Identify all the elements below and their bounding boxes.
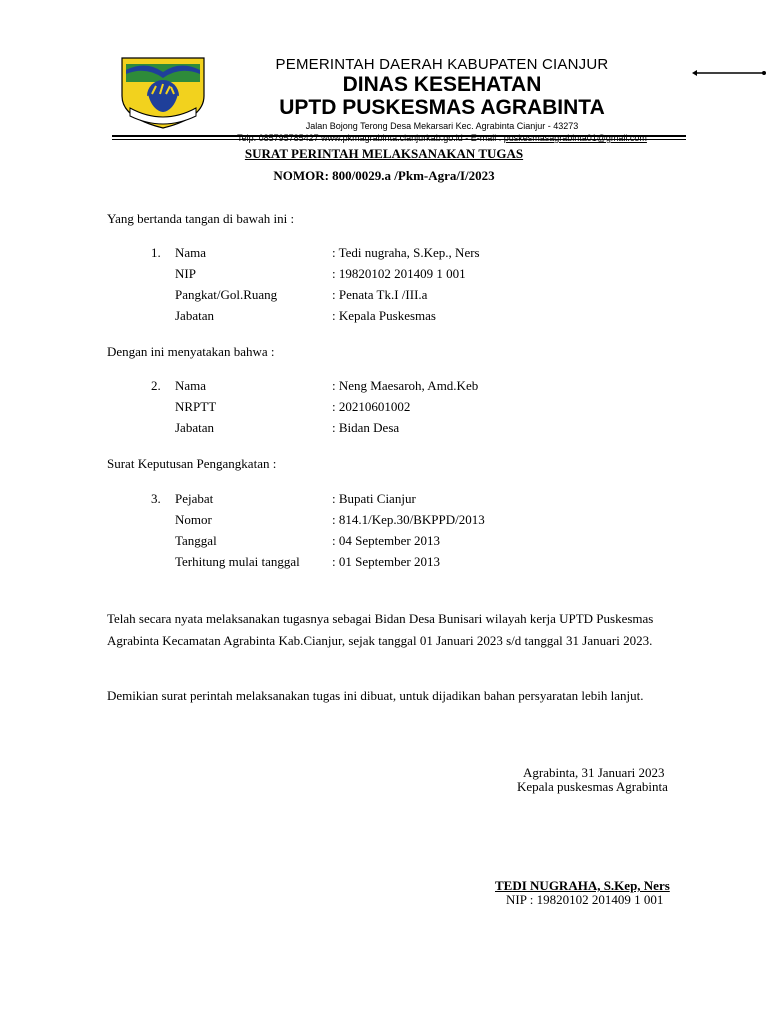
- signatory-nip: NIP : 19820102 201409 1 001: [506, 892, 664, 907]
- field-label: Jabatan: [175, 308, 214, 323]
- letterhead-thick-rule: [112, 135, 686, 137]
- field-label: Jabatan: [175, 420, 214, 435]
- field-value: : 04 September 2013: [332, 533, 440, 548]
- closing-paragraph: Demikian surat perintah melaksanakan tugas ini dibuat, untuk dijadikan bahan persyaratan lebih lanjut.: [107, 688, 644, 703]
- field-value: : Tedi nugraha, S.Kep., Ners: [332, 245, 480, 260]
- letterhead-government: PEMERINTAH DAERAH KABUPATEN CIANJUR: [275, 56, 609, 73]
- body-paragraph: Telah secara nyata melaksanakan tugasnya sebagai Bidan Desa Bunisari wilayah kerja UPTD Puskesmas Agrabinta Kecamatan Agrabinta Kab.Cianjur, sejak tanggal 01 Januari 2023 s/d tanggal 31 Januari 2023.: [107, 611, 654, 648]
- letter-number: NOMOR: 800/0029.a /Pkm-Agra/I/2023: [273, 168, 495, 183]
- letter-title: SURAT PERINTAH MELAKSANAKAN TUGAS: [244, 146, 524, 161]
- letterhead-phone-web: Telp. 085795785427 www.pkmagrabinta.cianjurkab.go.id - E-mail :: [237, 133, 504, 143]
- section-2-number: 2.: [151, 378, 161, 393]
- field-label: Nama: [175, 378, 207, 393]
- signatory-name: TEDI NUGRAHA, S.Kep, Ners: [495, 878, 670, 893]
- field-label: NIP: [175, 266, 196, 281]
- letterhead-thin-rule: [112, 139, 686, 140]
- field-value: : Neng Maesaroh, Amd.Keb: [332, 378, 479, 393]
- field-value: : Bidan Desa: [332, 420, 400, 435]
- letterhead-agency: DINAS KESEHATAN: [342, 73, 542, 96]
- field-value: : 19820102 201409 1 001: [332, 266, 466, 281]
- letterhead-address: Jalan Bojong Terong Desa Mekarsari Kec. Agrabinta Cianjur - 43273: [305, 121, 579, 131]
- field-value: : 20210601002: [332, 399, 411, 414]
- field-label: Terhitung mulai tanggal: [175, 554, 300, 569]
- field-value: : Penata Tk.I /III.a: [332, 287, 428, 302]
- letterhead-unit: UPTD PUSKESMAS AGRABINTA: [279, 96, 605, 119]
- field-label: Nama: [175, 245, 207, 260]
- section-3-number: 3.: [151, 491, 161, 506]
- signature-position: Kepala puskesmas Agrabinta: [517, 779, 668, 794]
- letterhead: [212, 56, 672, 144]
- field-label: Pangkat/Gol.Ruang: [175, 287, 278, 302]
- margin-arrow-icon: [692, 68, 768, 78]
- statement-text: Dengan ini menyatakan bahwa :: [107, 344, 275, 359]
- field-label: NRPTT: [175, 399, 217, 414]
- intro-text: Yang bertanda tangan di bawah ini :: [107, 211, 295, 226]
- field-value: : 814.1/Kep.30/BKPPD/2013: [332, 512, 485, 527]
- field-value: : Bupati Cianjur: [332, 491, 416, 506]
- section-1-number: 1.: [151, 245, 161, 260]
- letterhead-contact: [212, 132, 672, 144]
- letterhead-email-link[interactable]: puskesmasagrabinta01@gmail.com: [503, 133, 647, 143]
- signature-place-date: Agrabinta, 31 Januari 2023: [523, 765, 665, 780]
- field-value: : 01 September 2013: [332, 554, 440, 569]
- field-label: Tanggal: [175, 533, 217, 548]
- cianjur-regency-logo: [116, 56, 210, 130]
- field-value: : Kepala Puskesmas: [332, 308, 436, 323]
- decree-heading: Surat Keputusan Pengangkatan :: [107, 456, 277, 471]
- field-label: Nomor: [175, 512, 212, 527]
- field-label: Pejabat: [175, 491, 214, 506]
